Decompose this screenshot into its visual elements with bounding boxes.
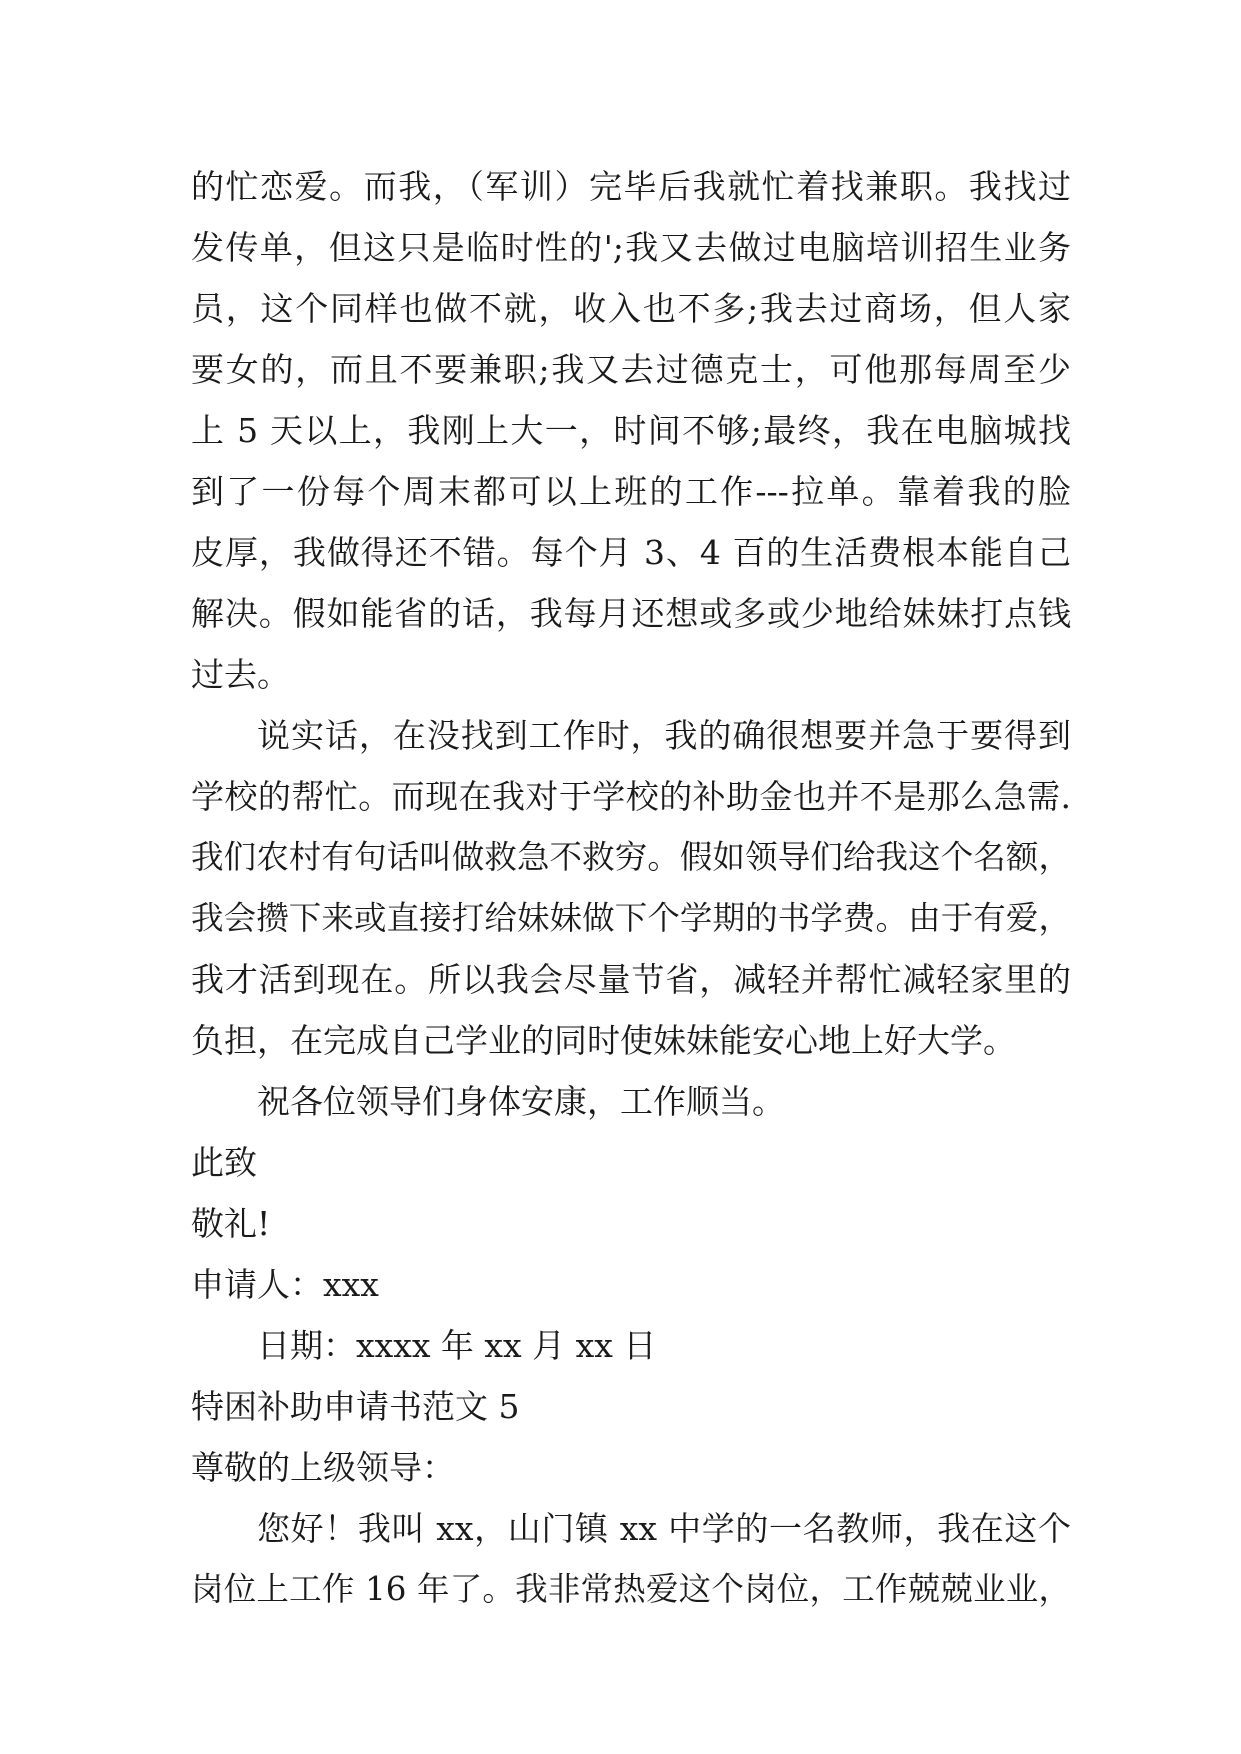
text-line: 皮厚，我做得还不错。每个月 3、4 百的生活费根本能自己: [191, 533, 1071, 572]
text-line: 您好！我叫 xx，山门镇 xx 中学的一名教师，我在这个: [257, 1509, 1071, 1548]
text-line: 到了一份每个周末都可以上班的工作---拉单。靠着我的脸: [191, 472, 1071, 511]
salutation: 尊敬的上级领导：: [191, 1448, 455, 1487]
section-heading: 特困补助申请书范文 5: [191, 1387, 520, 1426]
text-line: 过去。: [191, 655, 290, 694]
text-line: 我们农村有句话叫做救急不救穷。假如领导们给我这个名额，: [191, 838, 1071, 876]
text-line: 发传单，但这只是临时性的';我又去做过电脑培训招生业务: [191, 228, 1071, 267]
text-line: 我会攒下来或直接打给妹妹做下个学期的书学费。由于有爱，: [191, 899, 1071, 937]
text-line: 学校的帮忙。而现在我对于学校的补助金也并不是那么急需.: [191, 777, 1071, 816]
date-line: 日期：xxxx 年 xx 月 xx 日: [257, 1326, 657, 1365]
applicant-line: 申请人：xxx: [191, 1265, 379, 1304]
letter-body: [191, 156, 1071, 1620]
text-line: 解决。假如能省的话，我每月还想或多或少地给妹妹打点钱: [191, 594, 1071, 633]
text-line: 负担，在完成自己学业的同时使妹妹能安心地上好大学。: [191, 1021, 1016, 1060]
text-line: 员，这个同样也做不就，收入也不多;我去过商场，但人家: [191, 289, 1071, 328]
closing-ci-zhi: 此致: [191, 1143, 257, 1182]
text-line: 岗位上工作 16 年了。我非常热爱这个岗位，工作兢兢业业，: [191, 1570, 1071, 1608]
text-line: 上 5 天以上，我刚上大一，时间不够;最终，我在电脑城找: [191, 411, 1071, 450]
text-line: 要女的，而且不要兼职;我又去过德克士，可他那每周至少: [191, 350, 1071, 389]
closing-wish: 祝各位领导们身体安康，工作顺当。: [257, 1082, 785, 1121]
closing-jing-li: 敬礼!: [191, 1204, 271, 1243]
text-line: 的忙恋爱。而我，（军训）完毕后我就忙着找兼职。我找过: [191, 167, 1071, 206]
text-line: 我才活到现在。所以我会尽量节省，减轻并帮忙减轻家里的: [191, 960, 1071, 999]
text-line: 说实话，在没找到工作时，我的确很想要并急于要得到: [257, 716, 1071, 755]
